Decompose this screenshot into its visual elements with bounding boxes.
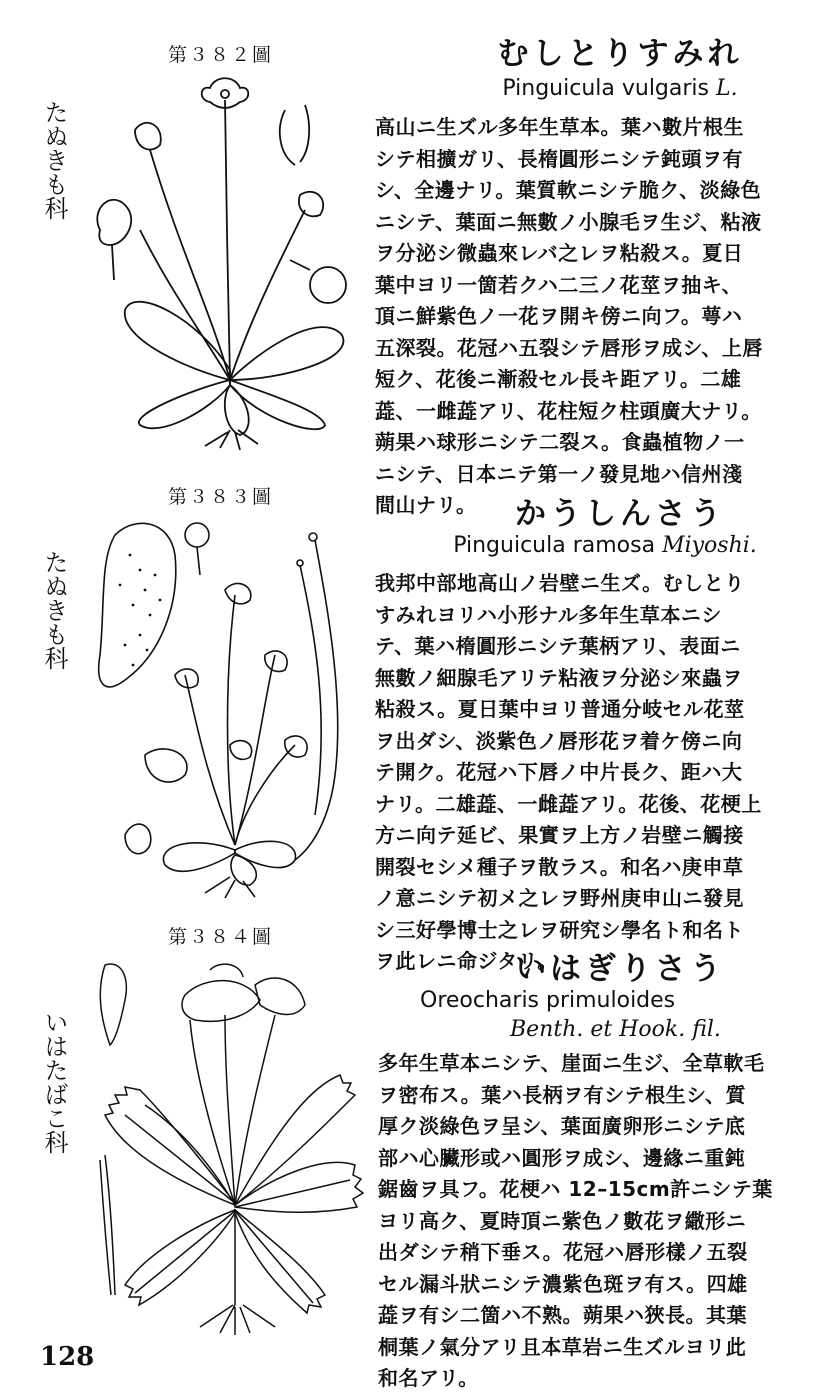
scientific-name-384: Oreocharis primuloides xyxy=(420,988,676,1013)
description-382: 高山ニ生ズル多年生草本。葉ハ數片根生 シテ相擴ガリ、長楕圓形ニシテ鈍頭ヲ有 シ、全邊ナリ。葉質軟ニシテ脆ク、淡綠色 ニシテ、葉面ニ無數ノ小腺毛ヲ生ジ、粘液 ヲ分泌シ微蟲來レバ之レヲ粘殺ス。夏日 葉中ヨリ一箇若クハ二三ノ花莖ヲ抽キ、 頂ニ鮮紫色ノ一花ヲ開キ傍ニ向フ。萼ハ 五深裂。花冠ハ五裂シテ唇形ヲ成シ、上唇 短ク、花後ニ漸殺セル長キ距アリ。二雄 蕋、一雌蕋アリ、花柱短ク柱頭廣大ナリ。 蒴果ハ球形ニシテ二裂ス。食蟲植物ノ一 ニシテ、日本ニテ第一ノ發見地ハ信州淺 間山ナリ。 xyxy=(375,115,763,517)
description-384: 多年生草本ニシテ、崖面ニ生ジ、全草軟毛 ヲ密布ス。葉ハ長柄ヲ有シテ根生シ、質 厚ク淡綠色ヲ呈シ、葉面廣卵形ニシテ底 部ハ心臟形或ハ圓形ヲ成シ、邊緣ニ重鈍 鋸齒ヲ具フ。花梗ハ 12–15cm許ニシテ葉 ヨリ高ク、夏時頂ニ紫色ノ數花ヲ繖形ニ 出ダシテ稍下垂ス。花冠ハ唇形樣ノ五裂 セル漏斗狀ニシテ濃紫色斑ヲ有ス。四雄 蕋ヲ有シ二箇ハ不熟。蒴果ハ狹長。其葉 桐葉ノ氣分アリ且本草岩ニ生ズルヨリ此 和名アリ。 xyxy=(378,1051,773,1390)
japanese-name-382: むしとりすみれ xyxy=(497,36,743,72)
japanese-name-384: いはぎりさう xyxy=(515,951,725,987)
family-label-383: たぬきも科 xyxy=(40,550,68,670)
illustration-pinguicula-vulgaris xyxy=(80,70,370,450)
fig-label-384: 第３８４圖 xyxy=(168,926,274,948)
authority-383: Miyoshi. xyxy=(662,533,757,558)
authority-384 xyxy=(510,1017,790,1042)
fig-label-382: 第３８２圖 xyxy=(168,44,274,66)
page-number: 128 xyxy=(40,1342,95,1372)
illustration-oreocharis-primuloides xyxy=(85,955,375,1335)
scientific-name-382 xyxy=(440,76,800,101)
japanese-name-383: かうしんさう xyxy=(515,496,725,532)
fig-label-383: 第３８３圖 xyxy=(168,486,274,508)
illustration-pinguicula-ramosa xyxy=(85,515,370,900)
description-383: 我邦中部地高山ノ岩壁ニ生ズ。むしとり すみれヨリハ小形ナル多年生草本ニシ テ、葉ハ楕圓形ニシテ葉柄アリ、表面ニ 無數ノ細腺毛アリテ粘液ヲ分泌シ來蟲ヲ 粘殺ス。夏日葉中ヨリ普通分岐セル花莖 ヲ出ダシ、淡紫色ノ唇形花ヲ着ケ傍ニ向 テ開ク。花冠ハ下唇ノ中片長ク、距ハ大 ナリ。二雄蕋、一雌蕋アリ。花後、花梗上 方ニ向テ延ビ、果實ヲ上方ノ岩壁ニ觸接 開裂セシメ種子ヲ散ラス。和名ハ庚申草 ノ意ニシテ初メ之レヲ野州庚申山ニ發見 シ三好學博士之レヲ研究シ學名ト和名ト ヲ此レニ命ジタリ。 xyxy=(375,571,762,973)
binomial-383: Pinguicula ramosa xyxy=(453,533,656,558)
family-label-382: たぬきも科 xyxy=(40,100,68,220)
authority-382: L. xyxy=(716,76,738,101)
authority-384-text: Benth. et Hook. fil. xyxy=(510,1017,721,1042)
family-label-384: いはたばこ科 xyxy=(40,1010,68,1154)
scientific-name-383 xyxy=(405,533,805,558)
binomial-382: Pinguicula vulgaris xyxy=(502,76,710,101)
